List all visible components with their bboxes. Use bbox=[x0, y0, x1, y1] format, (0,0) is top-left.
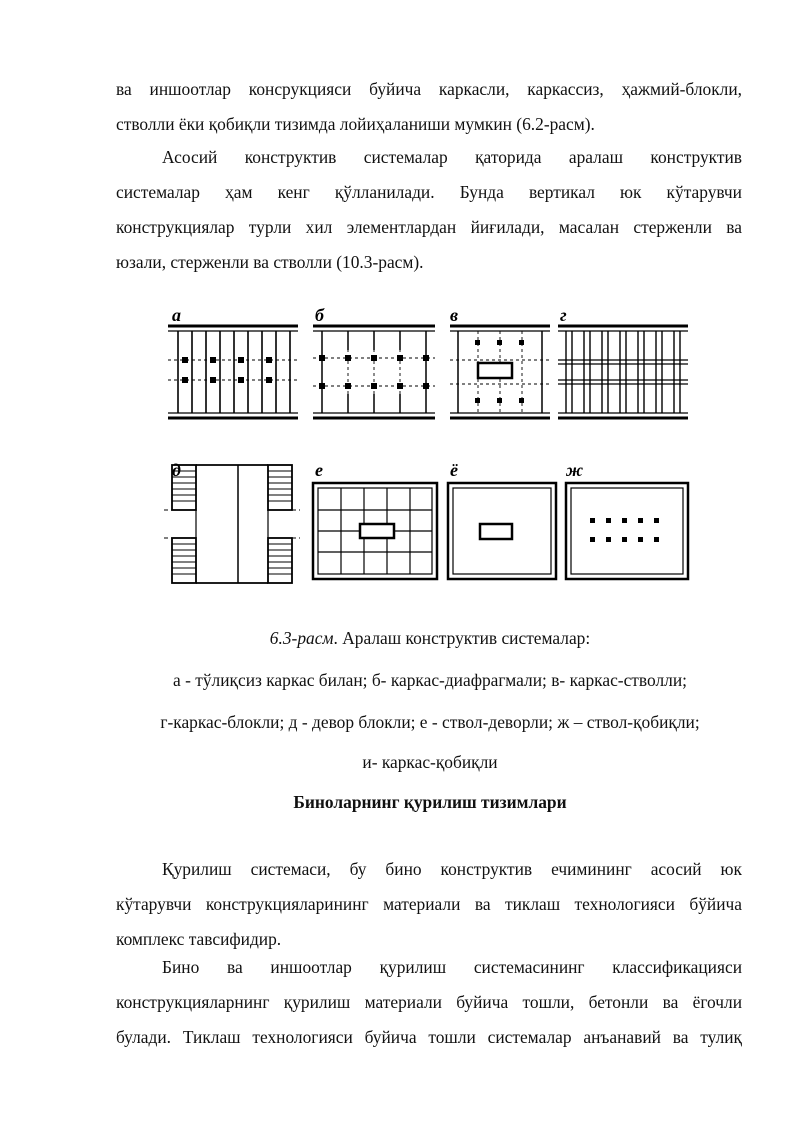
diagram-zh bbox=[566, 483, 688, 579]
text-line: конструкцияларнинг қурилиш материали буйича тошли, бетонли ва ёгочли bbox=[116, 992, 742, 1012]
diagram-d bbox=[164, 465, 300, 583]
text-line: стволли ёки қобиқли тизимда лойиҳаланиши мумкин (6.2-расм). bbox=[116, 114, 595, 134]
figure-title-text: . Аралаш конструктив системалар: bbox=[333, 628, 591, 648]
text-line: юзали, стерженли ва стволли (10.3-расм). bbox=[116, 252, 424, 272]
paragraph-3 bbox=[116, 852, 742, 957]
paragraph-4 bbox=[116, 950, 742, 1055]
diagram-a bbox=[168, 326, 298, 418]
text-line: системалар ҳам кенг қўлланилади. Бунда вертикал юк кўтарувчи bbox=[116, 182, 742, 202]
diagram-v bbox=[450, 326, 550, 418]
section-heading: Биноларнинг қурилиш тизимлари bbox=[293, 792, 567, 812]
figure-caption-line: и- каркас-қобиқли bbox=[362, 752, 498, 772]
figure-caption-title bbox=[100, 628, 760, 649]
text-line: Қурилиш системаси, бу бино конструктив ечимининг асосий юк bbox=[162, 859, 742, 879]
figure-label-v: в bbox=[450, 305, 459, 325]
paragraph-2 bbox=[116, 140, 742, 280]
diagram-g bbox=[558, 326, 688, 418]
diagram-yo bbox=[448, 483, 556, 579]
figure-label-d: д bbox=[172, 460, 181, 480]
text-line: комплекс тавсифидир. bbox=[116, 929, 282, 949]
figure-label-b: б bbox=[315, 305, 324, 325]
figure-label-g: г bbox=[560, 305, 567, 325]
text-line: ва иншоотлар консрукцияси буйича каркасли, каркассиз, ҳажмий-блокли, bbox=[116, 79, 742, 99]
diagram-b bbox=[313, 326, 435, 418]
structural-systems-figure bbox=[160, 300, 700, 590]
text-line: конструкциялар турли хил элементлардан йиғилади, масалан стерженли ва bbox=[116, 217, 742, 237]
text-line: Бино ва иншоотлар қурилиш системасининг классификацияси bbox=[162, 957, 742, 977]
figure-caption-line: г-каркас-блокли; д - девор блокли; е - ствол-деворли; ж – ствол-қобиқли; bbox=[160, 712, 700, 732]
text-line: Асосий конструктив системалар қаторида аралаш конструктив bbox=[162, 147, 742, 167]
text-line: булади. Тиклаш технологияси буйича тошли системалар анъанавий ва тулиқ bbox=[116, 1027, 742, 1047]
figure-label-a: а bbox=[172, 305, 181, 325]
figure-caption-line: а - тўлиқсиз каркас билан; б- каркас-диафрагмали; в- каркас-стволли; bbox=[173, 670, 687, 690]
paragraph-1 bbox=[116, 72, 742, 142]
text-line: кўтарувчи конструкцияларининг материали ва тиклаш технологияси бўйича bbox=[116, 894, 742, 914]
figure-number: 6.3-расм bbox=[269, 628, 334, 648]
figure-label-e: е bbox=[315, 460, 323, 480]
diagram-e bbox=[313, 483, 437, 579]
figure-label-yo: ё bbox=[450, 460, 458, 480]
figure-label-zh: ж bbox=[566, 460, 584, 480]
